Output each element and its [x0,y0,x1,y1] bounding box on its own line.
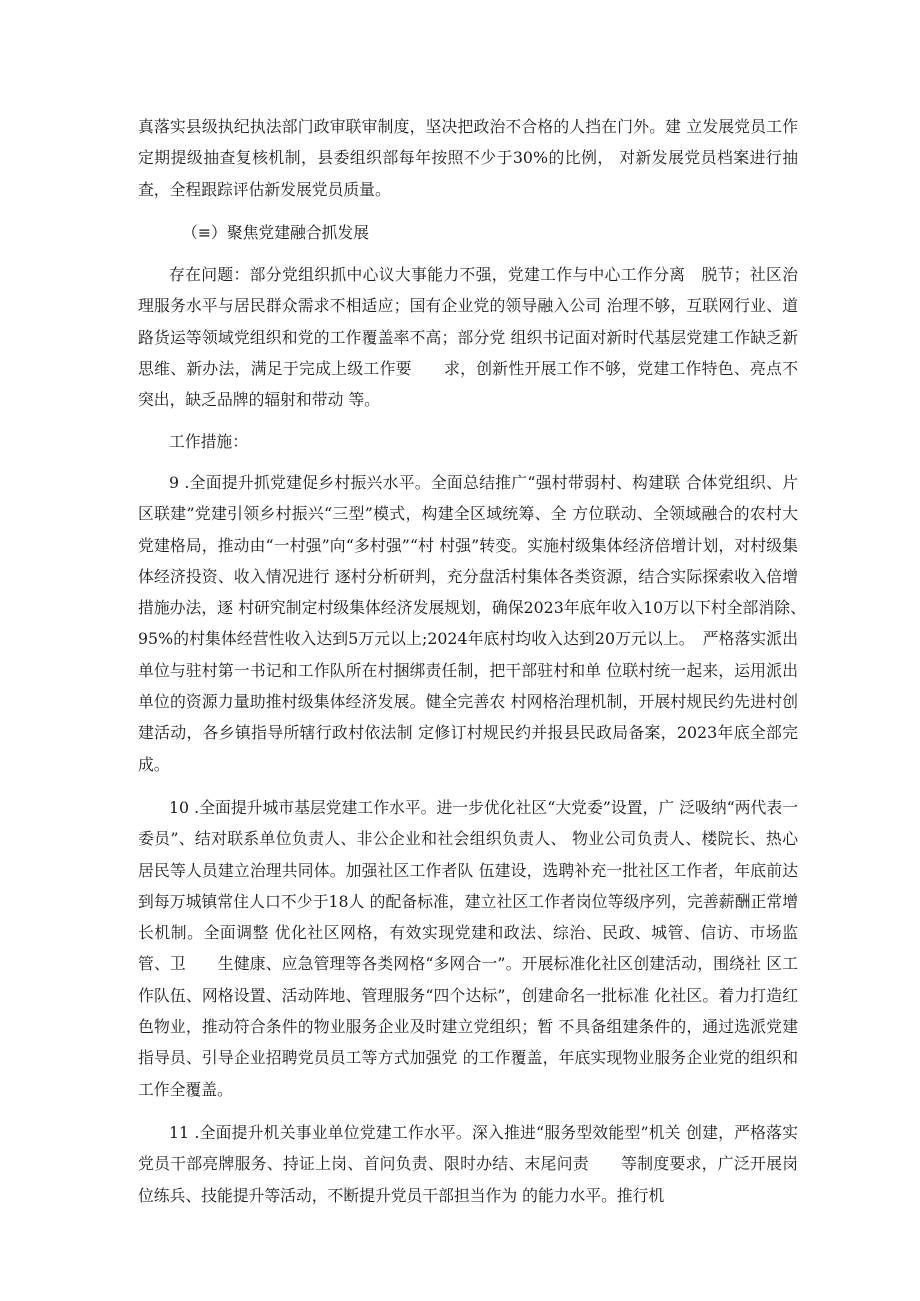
paragraph-party-member-review: 真落实县级执纪执法部门政审联审制度，坚决把政治不合格的人挡在门外。建 立发展党员工作定期提级抽查复核机制，县委组织部每年按照不少于30%的比例， 对新发展党员档案进行抽查，全程跟踪评估新发展党员质量。 [138,117,798,199]
item-10-urban-party-building: 10 .全面提升城市基层党建工作水平。进一步优化社区“大党委”设置，广 泛吸纳“两代表一委员”、结对联系单位负责人、非公企业和社会组织负责人、 物业公司负责人、楼院长、热心居民等人员建立治理共同体。加强社区工作者队 伍建设，选聘补充一批社区工作者，年底前达到每万城镇常住人口不少于18人 的配备标准，建立社区工作者岗位等级序列，完善薪酬正常增长机制。全面调整 优化社区网格，有效实现党建和政法、综治、民政、城管、信访、市场监管、卫 生健康、应急管理等各类网格“多网合一”。开展标准化社区创建活动，围绕社 区工作队伍、网格设置、活动阵地、管理服务“四个达标”，创建命名一批标准 化社区。着力打造红色物业，推动符合条件的物业服务企业及时建立党组织；暂 不具备组建条件的，通过选派党建指导员、引导企业招聘党员员工等方式加强党 的工作覆盖，年底实现物业服务企业党的组织和工作全覆盖。 [138,797,798,1099]
item-11-institution-party-building: 11 .全面提升机关事业单位党建工作水平。深入推进“服务型效能型”机关 创建，严格落实党员干部亮牌服务、持证上岗、首问负责、限时办结、末尾问责 等制度要求，广泛开展岗位练兵、技能提升等活动，不断提升党员干部担当作为 的能力水平。推行机 [138,1122,798,1205]
paragraph-existing-problems: 存在问题：部分党组织抓中心议大事能力不强，党建工作与中心工作分离 脱节；社区治理服务水平与居民群众需求不相适应；国有企业党的领导融入公司 治理不够，互联网行业、道路货运等领域党组织和党的工作覆盖率不高；部分党 组织书记面对新时代基层党建工作缺乏新思维、新办法，满足于完成上级工作要 求，创新性开展工作不够，党建工作特色、亮点不突出，缺乏品牌的辐射和带动 等。 [138,265,798,410]
work-measures-label: 工作措施： [169,431,248,451]
section-heading: （≡）聚焦党建融合抓发展 [182,222,370,242]
item-9-rural-revitalization: 9 .全面提升抓党建促乡村振兴水平。全面总结推广“强村带弱村、构建联 合体党组织、片区联建”党建引领乡村振兴“三型”模式，构建全区域统筹、全 方位联动、全领域融合的农村大党建格局，推动由“一村强”向“多村强”“村 村强”转变。实施村级集体经济倍增计划，对村级集体经济投资、收入情况进行 逐村分析研判，充分盘活村集体各类资源，结合实际探索收入倍增措施办法，逐 村研究制定村级集体经济发展规划，确保2023年底年收入10万以下村全部消除、 95%的村集体经营性收入达到5万元以上;2024年底村均收入达到20万元以上。 严格落实派出单位与驻村第一书记和工作队所在村捆绑责任制，把干部驻村和单 位联村统一起来，运用派出单位的资源力量助推村级集体经济发展。健全完善农 村网格治理机制，开展村规民约先进村创建活动，各乡镇指导所辖行政村依法制 定修订村规民约并报县民政局备案，2023年底全部完成。 [138,472,846,774]
